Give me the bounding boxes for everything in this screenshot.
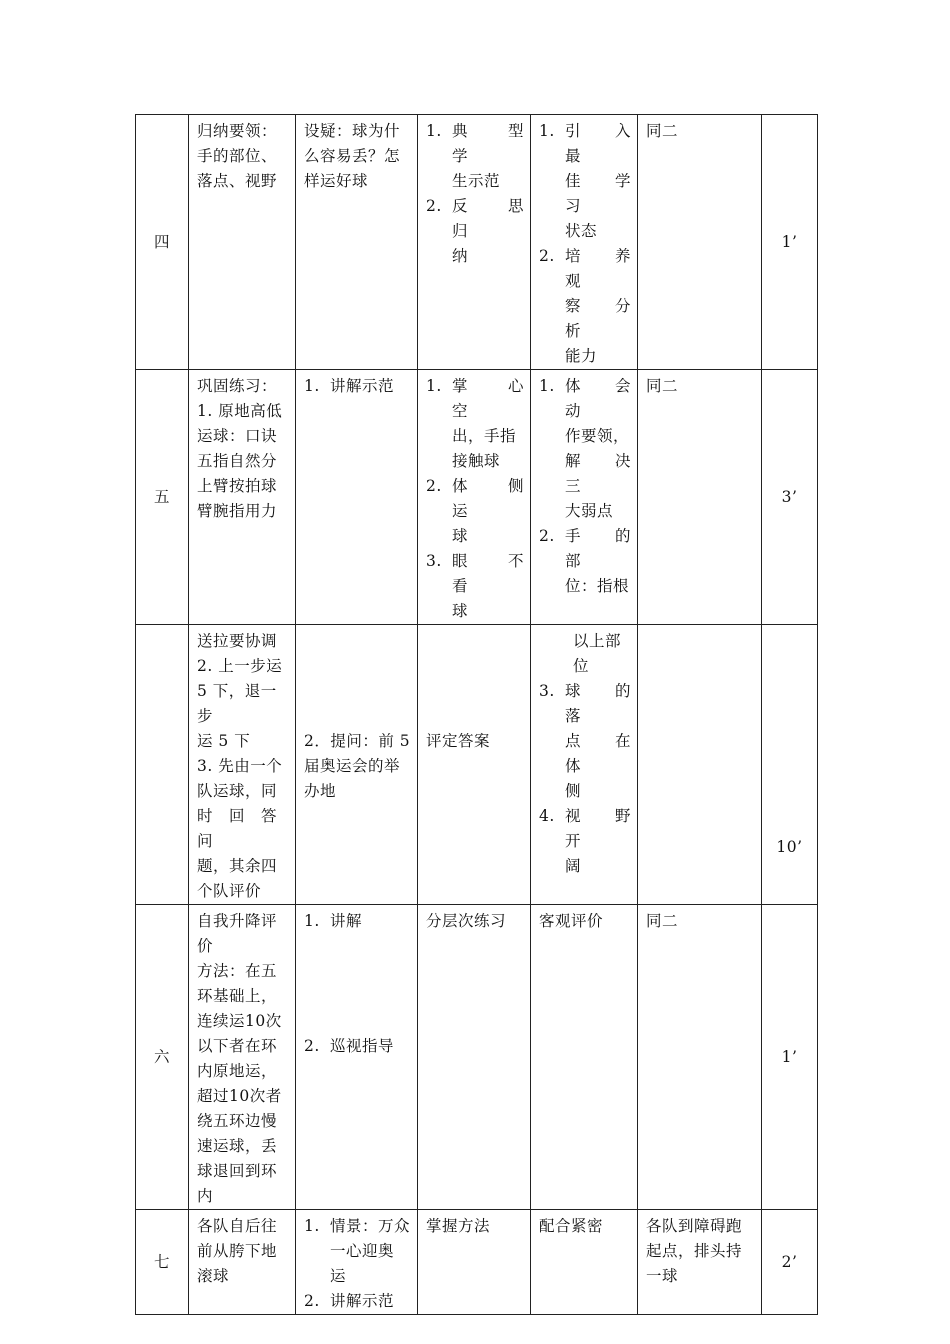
time-cell: 1’	[762, 115, 818, 370]
stage-cell: 四	[136, 115, 189, 370]
stage-cell: 六	[136, 905, 189, 1210]
list-item: 1. 情景：万众 一心迎奥 运	[304, 1217, 411, 1285]
organization-cell: 各队到障碍跑 起点，排头持 一球	[638, 1210, 762, 1315]
table-row	[136, 370, 818, 625]
list-item: 2. 体 侧 运 球	[426, 477, 541, 545]
list-item: 1. 体 会 动 作要领， 解 决 三 大弱点	[539, 377, 648, 520]
student-cell: 分层次练习	[418, 905, 531, 1210]
list-item: 1. 掌 心 空 出，手指 接触球	[426, 377, 541, 470]
student-cell: 掌握方法	[418, 1210, 531, 1315]
list-item: 2. 讲解示范	[304, 1292, 395, 1310]
list-item: 3. 眼 不 看 球	[426, 552, 541, 620]
lesson-plan-table	[135, 114, 818, 1315]
list-item: 2. 巡视指导	[304, 1037, 395, 1055]
teacher-cell	[296, 370, 418, 625]
organization-cell: 同二	[638, 370, 762, 625]
purpose-cell: 以上部 位 3. 球 的 落 点 在 体 侧 4. 视 野 开 阔	[531, 625, 638, 905]
stage-cell: 七	[136, 1210, 189, 1315]
list-item: 2. 反 思 归 纳	[426, 197, 541, 265]
student-cell	[418, 115, 541, 370]
time-cell: 2’	[762, 1210, 818, 1315]
teacher-cell: 设疑：球为什 么容易丢？怎 样运好球	[296, 115, 418, 370]
teacher-cell: 2．提问：前 5 届奥运会的举 办地	[296, 625, 418, 905]
purpose-cell	[531, 370, 648, 625]
content-cell: 归纳要领： 手的部位、 落点、视野	[189, 115, 296, 370]
organization-cell: 同二	[638, 115, 762, 370]
purpose-cell: 配合紧密	[531, 1210, 638, 1315]
list-item: 2. 手 的 部 位：指根	[539, 527, 648, 595]
content-cell: 自我升降评 价 方法：在五 环基础上， 连续运10次 以下者在环 内原地运， 超过10次者 绕五环边慢 速运球，丢 球退回到环 内	[189, 905, 296, 1210]
list-item: 1. 讲解示范	[304, 377, 395, 395]
teacher-cell	[296, 1210, 418, 1315]
organization-cell	[638, 625, 762, 905]
list-item: 1. 引 入 最 佳 学 习 状态	[539, 122, 648, 240]
organization-cell: 同二	[638, 905, 762, 1210]
purpose-cell: 客观评价	[531, 905, 638, 1210]
student-cell: 评定答案	[418, 625, 531, 905]
table-row	[136, 905, 818, 1210]
table-row	[136, 115, 818, 370]
student-cell	[418, 370, 541, 625]
list-item: 3. 球 的 落 点 在 体 侧	[539, 682, 648, 800]
stage-cell	[136, 625, 189, 905]
time-cell: 10’	[762, 625, 818, 905]
teacher-cell	[296, 905, 418, 1210]
table-row	[136, 625, 818, 905]
stage-cell: 五	[136, 370, 189, 625]
content-cell: 送拉要协调 2. 上一步运 5 下，退一步 运 5 下 3. 先由一个 队运球，同 时 回 答 问 题，其余四 个队评价	[189, 625, 296, 905]
content-cell: 各队自后往 前从胯下地 滚球	[189, 1210, 296, 1315]
purpose-cell	[531, 115, 648, 370]
content-cell: 巩固练习： 1. 原地高低 运球：口诀 五指自然分 上臂按拍球 臂腕指用力	[189, 370, 296, 625]
list-item: 2. 培 养 观 察 分 析 能力	[539, 247, 648, 365]
time-cell: 1’	[762, 905, 818, 1210]
list-item: 1. 讲解	[304, 912, 363, 930]
list-item: 4. 视 野 开 阔	[539, 807, 648, 875]
list-item: 1. 典 型 学 生示范	[426, 122, 541, 190]
time-cell: 3’	[762, 370, 818, 625]
table-row	[136, 1210, 818, 1315]
